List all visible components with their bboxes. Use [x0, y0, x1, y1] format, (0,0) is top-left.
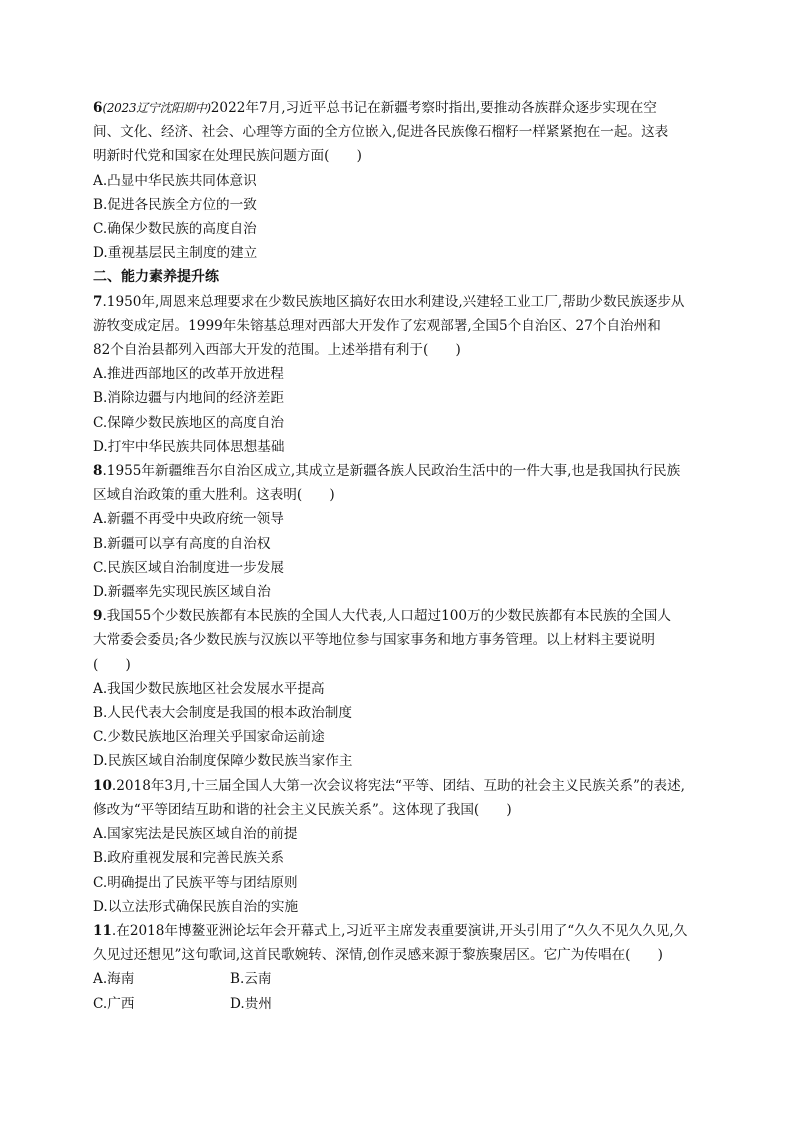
question-10: [93, 774, 713, 919]
option-c: C.明确提出了民族平等与团结原则: [93, 874, 298, 891]
option-d: D.新疆率先实现民族区域自治: [93, 584, 271, 601]
option-c: C.保障少数民族地区的高度自治: [93, 414, 284, 431]
question-8-stem-line-2: 区域自治政策的重大胜利。这表明( ): [93, 487, 335, 504]
option-c: C.确保少数民族的高度自治: [93, 221, 257, 238]
question-8-stem-line-1: 8.1955年新疆维吾尔自治区成立,其成立是新疆各族人民政治生活中的一件大事,也是我国执行民族: [93, 463, 681, 480]
section-heading: 二、能力素养提升练: [93, 269, 219, 286]
option-d: D.以立法形式确保民族自治的实施: [93, 898, 299, 915]
exam-page: [93, 96, 713, 1016]
option-c: C.广西: [93, 995, 135, 1012]
question-10-stem-line-1: 10.2018年3月,十三届全国人大第一次会议将宪法“平等、团结、互助的社会主义民族关系”的表述,: [93, 777, 685, 794]
question-8: [93, 459, 713, 604]
option-d: D.打牢中华民族共同体思想基础: [93, 438, 285, 455]
question-6-stem-line-2: 间、文化、经济、社会、心理等方面的全方位嵌入,促进各民族像石榴籽一样紧紧抱在一起。这表: [93, 124, 669, 141]
question-7-stem-line-1: 7.1950年,周恩来总理要求在少数民族地区搞好农田水利建设,兴建轻工业工厂,帮助少数民族逐步从: [93, 293, 685, 310]
question-10-stem-line-2: 修改为“平等团结互助和谐的社会主义民族关系”。这体现了我国( ): [93, 801, 512, 818]
question-number: 7: [93, 293, 103, 310]
question-9-stem-line-1: 9.我国55个少数民族都有本民族的全国人大代表,人口超过100万的少数民族都有本民族的全国人: [93, 608, 671, 625]
question-11: [93, 919, 713, 1016]
option-b: B.云南: [230, 971, 272, 988]
question-number: 6: [93, 100, 103, 116]
question-6-stem-line-3: 明新时代党和国家在处理民族问题方面( ): [93, 148, 362, 165]
option-c: C.少数民族地区治理关乎国家命运前途: [93, 729, 325, 746]
option-a: A.新疆不再受中央政府统一领导: [93, 511, 284, 528]
option-a: A.推进西部地区的改革开放进程: [93, 366, 284, 383]
question-number: 9: [93, 608, 103, 625]
question-source: (2023辽宁沈阳期中): [102, 101, 211, 115]
question-7: [93, 290, 713, 459]
option-b: B.消除边疆与内地间的经济差距: [93, 390, 285, 407]
option-b: B.人民代表大会制度是我国的根本政治制度: [93, 705, 352, 722]
question-9: [93, 604, 713, 773]
question-9-stem-line-2: 大常委会委员;各少数民族与汉族以平等地位参与国家事务和地方事务管理。以上材料主要说明: [93, 632, 655, 649]
option-a: A.我国少数民族地区社会发展水平提高: [93, 680, 325, 697]
question-11-stem-line-1: 11.在2018年博鳌亚洲论坛年会开幕式上,习近平主席发表重要演讲,开头引用了“久久不见久久见,久: [93, 922, 688, 939]
question-number: 11: [93, 922, 112, 939]
question-11-stem-line-2: 久见过还想见”这句歌词,这首民歌婉转、深情,创作灵感来源于黎族聚居区。它广为传唱在( ): [93, 947, 663, 964]
option-b: B.政府重视发展和完善民族关系: [93, 850, 285, 867]
option-d: D.贵州: [230, 995, 272, 1012]
options-row-2: [93, 992, 713, 1016]
option-a: A.国家宪法是民族区域自治的前提: [93, 826, 298, 843]
option-b: B.新疆可以享有高度的自治权: [93, 535, 271, 552]
question-6: [93, 96, 713, 265]
question-9-stem-line-3: ( ): [93, 656, 131, 673]
option-d: D.民族区域自治制度保障少数民族当家作主: [93, 753, 353, 770]
question-7-stem-line-3: 82个自治县都列入西部大开发的范围。上述举措有利于( ): [93, 342, 461, 359]
question-number: 10: [93, 777, 112, 794]
option-b: B.促进各民族全方位的一致: [93, 196, 257, 213]
question-7-stem-line-2: 游牧变成定居。1999年朱镕基总理对西部大开发作了宏观部署,全国5个自治区、27个自治州和: [93, 317, 661, 334]
option-a: A.海南: [93, 971, 135, 988]
options-row-1: [93, 967, 713, 991]
option-d: D.重视基层民主制度的建立: [93, 245, 258, 262]
option-a: A.凸显中华民族共同体意识: [93, 172, 257, 189]
question-6-stem-line-1: 6(2023辽宁沈阳期中)2022年7月,习近平总书记在新疆考察时指出,要推动各族群众逐步实现在空: [93, 100, 657, 116]
option-c: C.民族区域自治制度进一步发展: [93, 559, 284, 576]
question-number: 8: [93, 463, 103, 480]
